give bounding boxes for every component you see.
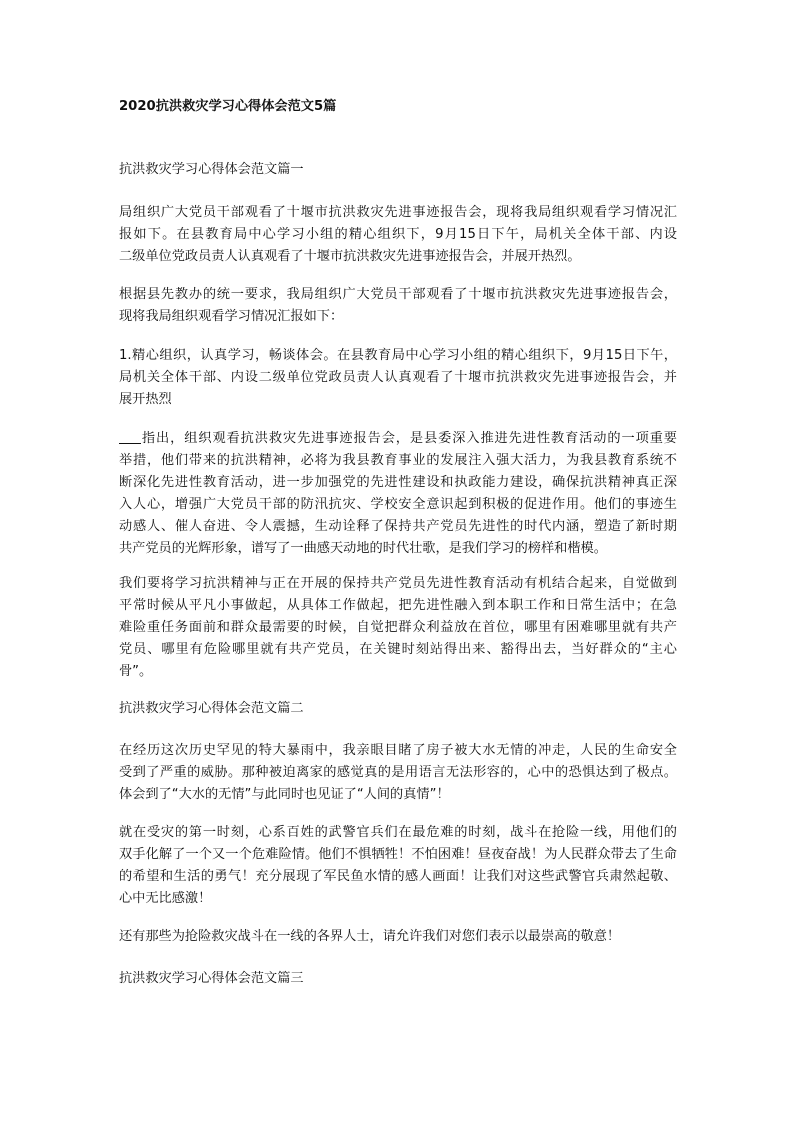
document-title: 2020抗洪救灾学习心得体会范文5篇 xyxy=(119,99,337,114)
text-line: 报如下。在县教育局中心学习小组的精心组织下，9月15日下午，局机关全体干部、内设 xyxy=(119,227,677,242)
document-page xyxy=(119,0,677,1123)
text-line: 我们要将学习抗洪精神与正在开展的保持共产党员先进性教育活动有机结合起来，自觉做到 xyxy=(119,576,677,591)
section-1-paragraph-5 xyxy=(119,573,677,683)
text-line-content: 指出，组织观看抗洪救灾先进事迹报告会，是县委深入推进先进性教育活动的一项重要 xyxy=(141,431,677,446)
text-line: 断深化先进性教育活动，进一步加强党的先进性建设和执政能力建设，确保抗洪精神真正深 xyxy=(119,475,677,490)
section-2-paragraph-1 xyxy=(119,740,677,806)
section-1-paragraph-1 xyxy=(119,202,677,268)
text-line xyxy=(119,428,677,450)
text-line: 还有那些为抢险救灾战斗在一线的各界人士，请允许我们对您们表示以最崇高的敬意！ xyxy=(119,929,621,944)
text-line: 入人心，增强广大党员干部的防汛抗灾、学校安全意识起到积极的促进作用。他们的事迹生 xyxy=(119,497,677,512)
section-heading-3: 抗洪救灾学习心得体会范文篇三 xyxy=(119,971,304,986)
text-line: 就在受灾的第一时刻，心系百姓的武警官兵们在最危难的时刻，战斗在抢险一线，用他们的 xyxy=(119,825,677,840)
section-1-paragraph-3 xyxy=(119,345,677,411)
blank-underline xyxy=(119,429,141,444)
section-2-paragraph-3 xyxy=(119,926,677,948)
text-line: 心中无比感激！ xyxy=(119,891,212,906)
text-line: 党员、哪里有危险哪里就有共产党员，在关键时刻站得出来、豁得出去，当好群众的“主心 xyxy=(119,642,677,657)
text-line: 受到了严重的威胁。那种被迫离家的感觉真的是用语言无法形容的，心中的恐惧达到了极点。 xyxy=(119,765,677,780)
text-line: 二级单位党政员责人认真观看了十堰市抗洪救灾先进事迹报告会，并展开热烈。 xyxy=(119,249,581,264)
text-line: 展开热烈 xyxy=(119,392,172,407)
text-line: 举措，他们带来的抗洪精神，必将为我县教育事业的发展注入强大活力，为我县教育系统不 xyxy=(119,453,677,468)
section-heading-1: 抗洪救灾学习心得体会范文篇一 xyxy=(119,162,304,177)
text-line: 的希望和生活的勇气！充分展现了军民鱼水情的感人画面！让我们对这些武警官兵肃然起敬、 xyxy=(119,869,677,884)
section-1-paragraph-4 xyxy=(119,428,677,560)
text-line: 现将我局组织观看学习情况汇报如下： xyxy=(119,309,344,324)
section-heading-2: 抗洪救灾学习心得体会范文篇二 xyxy=(119,701,304,716)
text-line: 难险重任务面前和群众最需要的时候，自觉把群众利益放在首位，哪里有困难哪里就有共产 xyxy=(119,620,677,635)
text-line: 双手化解了一个又一个危难险情。他们不惧牺牲！不怕困难！昼夜奋战！为人民群众带去了生命 xyxy=(119,847,677,862)
section-2-paragraph-2 xyxy=(119,822,677,910)
section-1-paragraph-2 xyxy=(119,284,677,328)
text-line: 体会到了“大水的无情”与此同时也见证了“人间的真情”！ xyxy=(119,787,450,802)
text-line: 共产党员的光辉形象，谱写了一曲感天动地的时代壮歌，是我们学习的榜样和楷模。 xyxy=(119,541,607,556)
text-line: 平常时候从平凡小事做起，从具体工作做起，把先进性融入到本职工作和日常生活中；在急 xyxy=(119,598,677,613)
text-line: 1.精心组织，认真学习，畅谈体会。在县教育局中心学习小组的精心组织下，9月15日下午， xyxy=(119,348,677,363)
text-line: 在经历这次历史罕见的特大暴雨中，我亲眼目睹了房子被大水无情的冲走，人民的生命安全 xyxy=(119,743,677,758)
text-line: 根据县先教办的统一要求，我局组织广大党员干部观看了十堰市抗洪救灾先进事迹报告会， xyxy=(119,287,677,302)
text-line: 局组织广大党员干部观看了十堰市抗洪救灾先进事迹报告会，现将我局组织观看学习情况汇 xyxy=(119,205,677,220)
text-line: 骨”。 xyxy=(119,664,153,679)
text-line: 动感人、催人奋进、令人震撼，生动诠释了保持共产党员先进性的时代内涵，塑造了新时期 xyxy=(119,519,677,534)
text-line: 局机关全体干部、内设二级单位党政员责人认真观看了十堰市抗洪救灾先进事迹报告会，并 xyxy=(119,370,677,385)
